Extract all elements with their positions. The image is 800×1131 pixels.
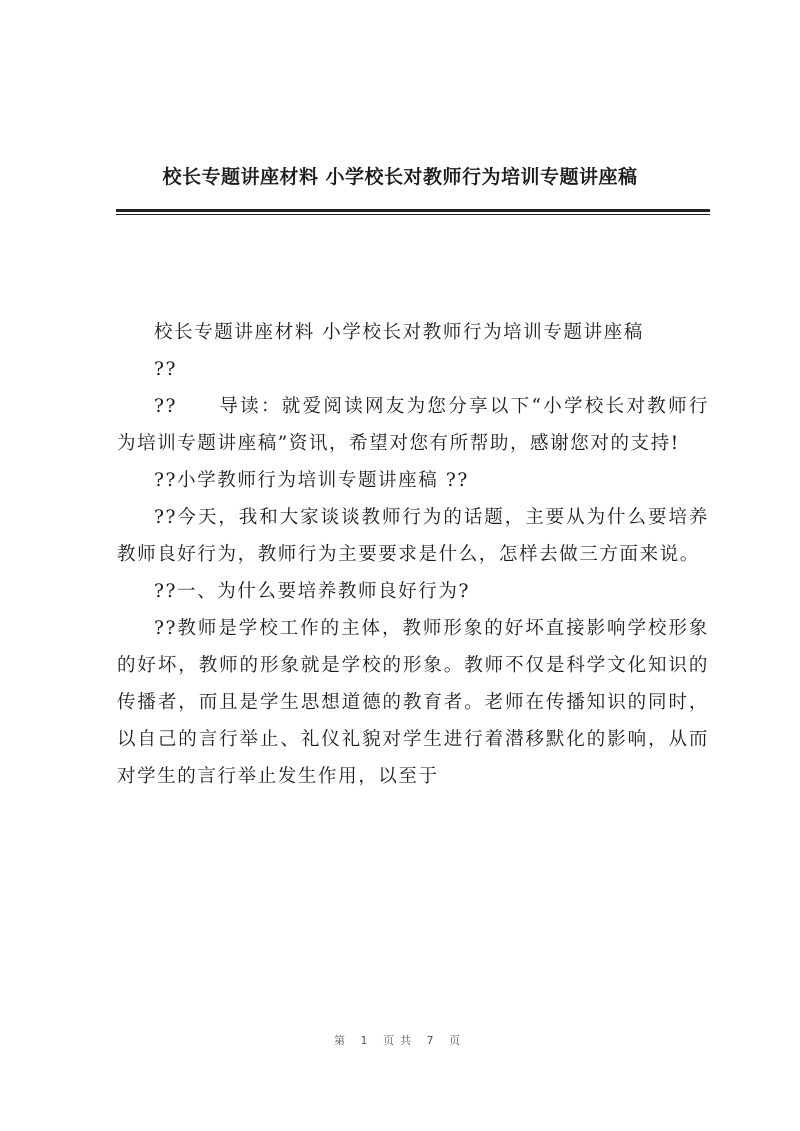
body-paragraph-intro: ?? 导读：就爱阅读网友为您分享以下“小学校长对教师行为培训专题讲座稿”资讯，希望对您有所帮助，感谢您对的支持! <box>117 396 709 454</box>
body-paragraph: ??教师是学校工作的主体，教师形象的好坏直接影响学校形象的好坏，教师的形象就是学校的形象。教师不仅是科学文化知识的传播者，而且是学生思想道德的教育者。老师在传播知识的同时，以自己的言行举止、礼仪礼貌对学生进行着潜移默化的影响，从而对学生的言行举止发生作用，以至于 <box>117 618 709 787</box>
document-body <box>117 314 709 795</box>
page-number-footer: 第 1 页共 7 页 <box>334 1034 466 1047</box>
header-divider-thick <box>116 209 710 212</box>
section-heading: ??一、为什么要培养教师良好行为? <box>154 581 470 602</box>
body-title-paragraph: 校长专题讲座材料 小学校长对教师行为培训专题讲座稿 <box>154 322 644 343</box>
body-paragraph-subtitle: ??小学教师行为培训专题讲座稿 ?? <box>154 470 469 491</box>
body-paragraph: ?? <box>154 359 178 380</box>
header-divider-thin <box>116 214 710 215</box>
page-header-title: 校长专题讲座材料 小学校长对教师行为培训专题讲座稿 <box>162 166 638 188</box>
body-paragraph: ??今天，我和大家谈谈教师行为的话题，主要从为什么要培养教师良好行为，教师行为主要要求是什么，怎样去做三方面来说。 <box>117 507 709 565</box>
